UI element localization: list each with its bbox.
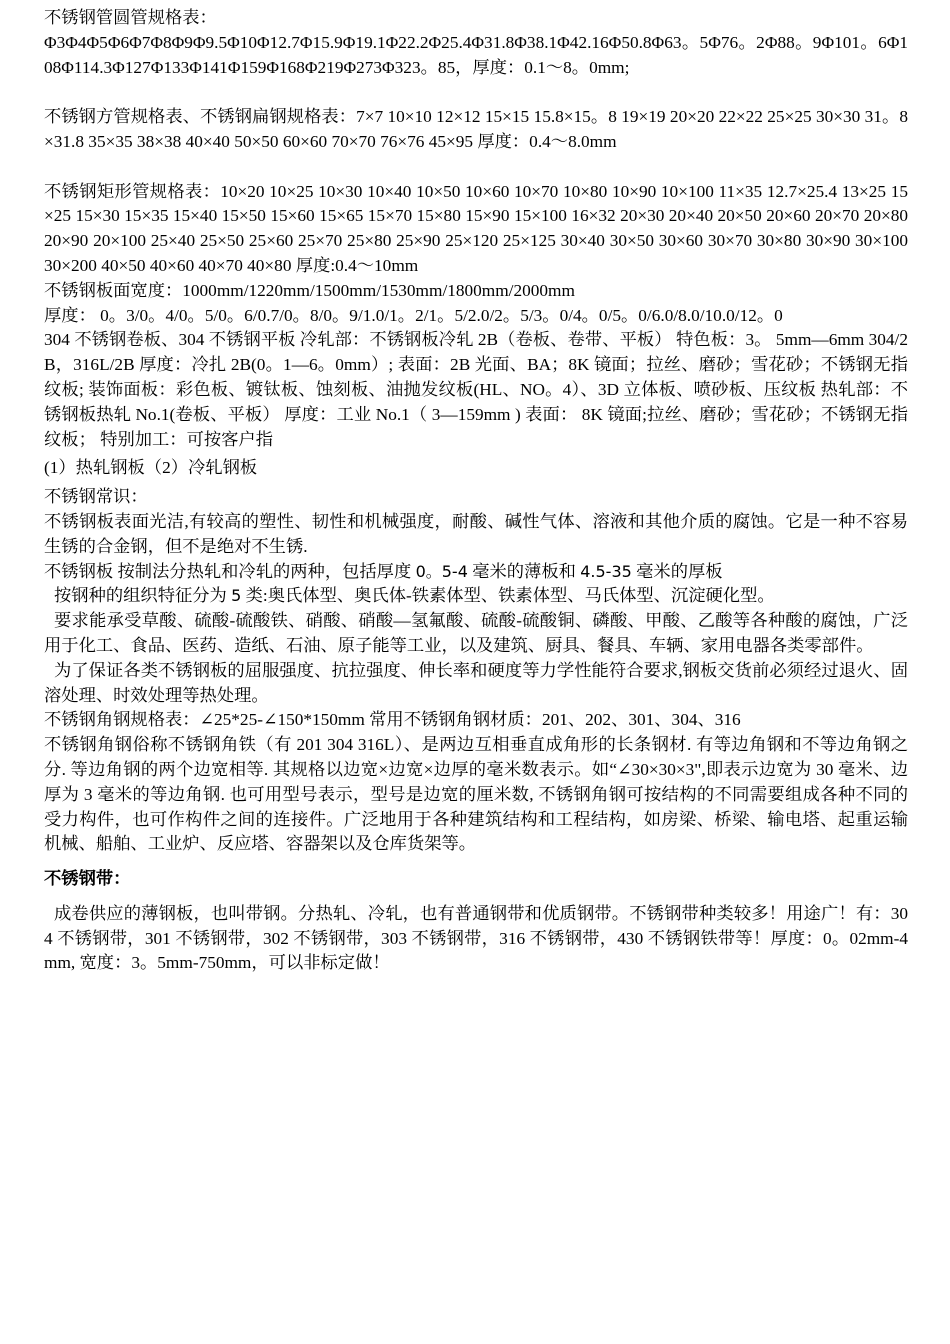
plate-thickness: 厚度： 0。3/0。4/0。5/0。6/0.7/0。8/0。9/1.0/1。2/1。5/2.0/2。5/3。0/4。0/5。0/6.0/8.0/10.0/12。0 xyxy=(44,305,783,325)
knowledge-paragraph-5: 为了保证各类不锈钢板的屈服强度、抗拉强度、伸长率和硬度等力学性能符合要求,钢板交货前必须经过退火、固溶处理、时效处理等热处理。 xyxy=(44,660,908,705)
round-tube-specs: Φ3Φ4Φ5Φ6Φ7Φ8Φ9Φ9.5Φ10Φ12.7Φ15.9Φ19.1Φ22.2Φ25.4Φ31.8Φ38.1Φ42.16Φ50.8Φ63。5Φ76。2Φ88。9Φ101。6Φ108Φ114.3Φ127Φ133Φ141Φ159Φ168Φ219Φ273Φ323。85，厚度：0.1～8。0mm; xyxy=(44,32,908,77)
rect-tube-specs: 不锈钢矩形管规格表：10×20 10×25 10×30 10×40 10×50 10×60 10×70 10×80 10×90 10×100 11×35 12.7×25.4 13×25 15×25 15×30 15×35 15×40 15×50 15×60 15×65 15×70 15×80 15×90 15×100 16×32 20×30 20×40 20×50 20×60 20×70 20×80 20×90 20×100 25×40 25×50 25×60 25×70 25×80 25×90 25×120 25×125 30×40 30×50 30×60 30×70 30×80 30×90 30×100 30×200 40×50 40×60 40×70 40×80 厚度:0.4～10mm xyxy=(44,181,908,275)
knowledge-p2-number-2: 4.5-35 xyxy=(580,561,632,581)
rolled-types: (1）热轧钢板（2）冷轧钢板 xyxy=(44,458,258,478)
spacer xyxy=(44,892,908,902)
spacer xyxy=(44,857,908,867)
spacer xyxy=(44,80,908,105)
angle-description: 不锈钢角钢俗称不锈钢角铁（有 201 304 316L）、是两边互相垂直成角形的长条钢材. 有等边角钢和不等边角钢之分. 等边角钢的两个边宽相等. 其规格以边宽×边宽×边厚的毫米数表示。如“∠30×30×3",即表示边宽为 30 毫米、边厚为 3 毫米的等边角钢. 也可用型号表示，型号是边宽的厘米数, 不锈钢角钢可按结构的不同需要组成各种不同的受力构件，也可作构件之间的连接件。广泛地用于各种建筑结构和工程结构，如房梁、桥梁、输电塔、起重运输机械、船舶、工业炉、反应塔、容器架以及仓库货架等。 xyxy=(44,735,908,854)
angle-specs: 不锈钢角钢规格表：∠25*25-∠150*150mm 常用不锈钢角钢材质：201、202、301、304、316 xyxy=(44,710,741,730)
knowledge-p3-text-b: 类:奥氏体型、奥氏体-铁素体型、铁素体型、马氏体型、沉淀硬化型。 xyxy=(241,586,775,606)
strip-description: 成卷供应的薄钢板，也叫带钢。分热轧、冷轧，也有普通钢带和优质钢带。不锈钢带种类较多！用途广！有：304 不锈钢带，301 不锈钢带，302 不锈钢带，303 不锈钢带，316 不锈钢带，430 不锈钢铁带等！厚度：0。02mm-4mm, 宽度：3。5mm-750mm，可以非标定做！ xyxy=(44,903,908,973)
knowledge-paragraph-1: 不锈钢板表面光洁,有较高的塑性、韧性和机械强度，耐酸、碱性气体、溶液和其他介质的腐蚀。它是一种不容易生锈的合金钢，但不是绝对不生锈. xyxy=(44,511,908,556)
plate-width: 不锈钢板面宽度：1000mm/1220mm/1500mm/1530mm/1800mm/2000mm xyxy=(44,280,575,300)
knowledge-paragraph-4: 要求能承受草酸、硫酸-硫酸铁、硝酸、硝酸—氢氟酸、硫酸-硫酸铜、磷酸、甲酸、乙酸等各种酸的腐蚀，广泛用于化工、食品、医药、造纸、石油、原子能等工业，以及建筑、厨具、餐具、车辆、家用电器各类零部件。 xyxy=(44,611,908,655)
knowledge-p2-text-a: 不锈钢板 按制法分热轧和冷轧的两种，包括厚度 xyxy=(44,561,416,581)
round-tube-title: 不锈钢管圆管规格表： xyxy=(44,8,217,27)
spacer xyxy=(44,155,908,180)
knowledge-p2-text-c: 毫米的厚板 xyxy=(631,561,723,581)
document-body xyxy=(44,6,908,976)
knowledge-p3-number: 5 xyxy=(231,586,242,606)
knowledge-p3-text-a: 按钢种的组织特征分为 xyxy=(54,586,232,606)
knowledge-p2-text-b: 毫米的薄板和 xyxy=(467,561,581,581)
knowledge-p2-number-1: 0。5-4 xyxy=(415,561,468,581)
knowledge-title: 不锈钢常识： xyxy=(44,487,148,507)
knowledge-paragraph-3 xyxy=(44,584,908,609)
square-tube-specs: 不锈钢方管规格表、不锈钢扁钢规格表：7×7 10×10 12×12 15×15 15.8×15。8 19×19 20×20 22×22 25×25 30×30 31。8×31.8 35×35 38×38 40×40 50×50 60×60 70×70 76×76 45×95 厚度：0.4～8.0mm xyxy=(44,107,908,151)
strip-title: 不锈钢带： xyxy=(44,869,131,889)
plate-types: 304 不锈钢卷板、304 不锈钢平板 冷轧部：不锈钢板冷轧 2B（卷板、卷带、平板） 特色板：3。 5mm—6mm 304/2B，316L/2B 厚度：冷扎 2B(0。1—6。0mm）; 表面：2B 光面、BA；8K 镜面；拉丝、磨砂；雪花砂；不锈钢无指纹板; 装饰面板：彩色板、镀钛板、蚀刻板、油抛发纹板(HL、NO。4）、3D 立体板、喷砂板、压纹板 热轧部：不锈钢板热轧 No.1(卷板、平板） 厚度：工业 No.1（ 3—159mm ) 表面： 8K 镜面;拉丝、磨砂；雪花砂；不锈钢无指纹板； 特别加工：可按客户指 xyxy=(44,330,908,449)
knowledge-paragraph-2 xyxy=(44,560,908,585)
